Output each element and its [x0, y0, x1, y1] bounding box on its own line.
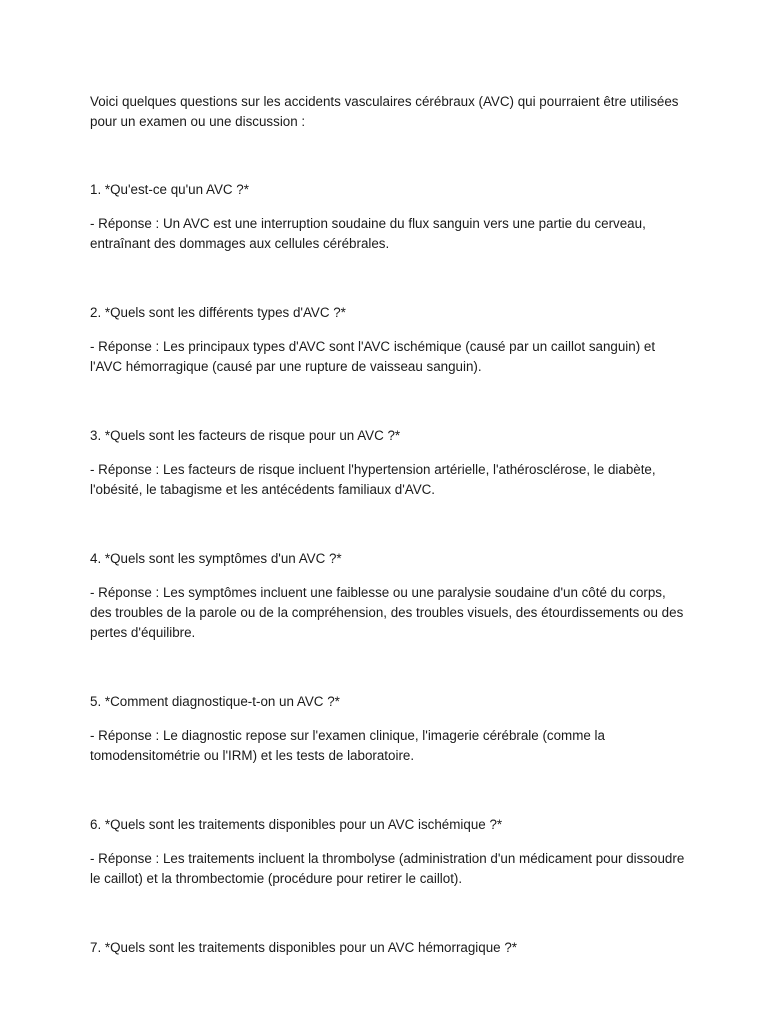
- question-3: 3. *Quels sont les facteurs de risque pour un AVC ?*: [90, 428, 401, 443]
- question-5: 5. *Comment diagnostique-t-on un AVC ?*: [90, 694, 340, 709]
- answer-5: - Réponse : Le diagnostic repose sur l'examen clinique, l'imagerie cérébrale (comme la tomodensitométrie ou l'IRM) et les tests de laboratoire.: [90, 728, 605, 763]
- question-2: 2. *Quels sont les différents types d'AVC ?*: [90, 305, 346, 320]
- qa-list: [90, 180, 690, 958]
- qa-item-4: [90, 549, 690, 643]
- qa-item-5: [90, 692, 690, 766]
- answer-1: - Réponse : Un AVC est une interruption soudaine du flux sanguin vers une partie du cerveau, entraînant des dommages aux cellules cérébrales.: [90, 216, 646, 251]
- intro-paragraph: Voici quelques questions sur les accidents vasculaires cérébraux (AVC) qui pourraient être utilisées pour un examen ou une discussion :: [90, 94, 679, 129]
- question-4: 4. *Quels sont les symptômes d'un AVC ?*: [90, 551, 342, 566]
- answer-6: - Réponse : Les traitements incluent la thrombolyse (administration d'un médicament pour dissoudre le caillot) et la thrombectomie (procédure pour retirer le caillot).: [90, 851, 685, 886]
- document-content: [90, 92, 690, 958]
- qa-item-1: [90, 180, 690, 254]
- qa-item-2: [90, 303, 690, 377]
- question-6: 6. *Quels sont les traitements disponibles pour un AVC ischémique ?*: [90, 817, 503, 832]
- qa-item-6: [90, 815, 690, 889]
- qa-item-3: [90, 426, 690, 500]
- answer-3: - Réponse : Les facteurs de risque incluent l'hypertension artérielle, l'athérosclérose, le diabète, l'obésité, le tabagisme et les antécédents familiaux d'AVC.: [90, 462, 656, 497]
- qa-item-7: [90, 938, 690, 958]
- question-7: 7. *Quels sont les traitements disponibles pour un AVC hémorragique ?*: [90, 940, 518, 955]
- answer-2: - Réponse : Les principaux types d'AVC sont l'AVC ischémique (causé par un caillot sanguin) et l'AVC hémorragique (causé par une rupture de vaisseau sanguin).: [90, 339, 656, 374]
- question-1: 1. *Qu'est-ce qu'un AVC ?*: [90, 182, 249, 197]
- answer-4: - Réponse : Les symptômes incluent une faiblesse ou une paralysie soudaine d'un côté du corps, des troubles de la parole ou de la compréhension, des troubles visuels, des étourdissements ou des pertes d'équilibre.: [90, 585, 684, 640]
